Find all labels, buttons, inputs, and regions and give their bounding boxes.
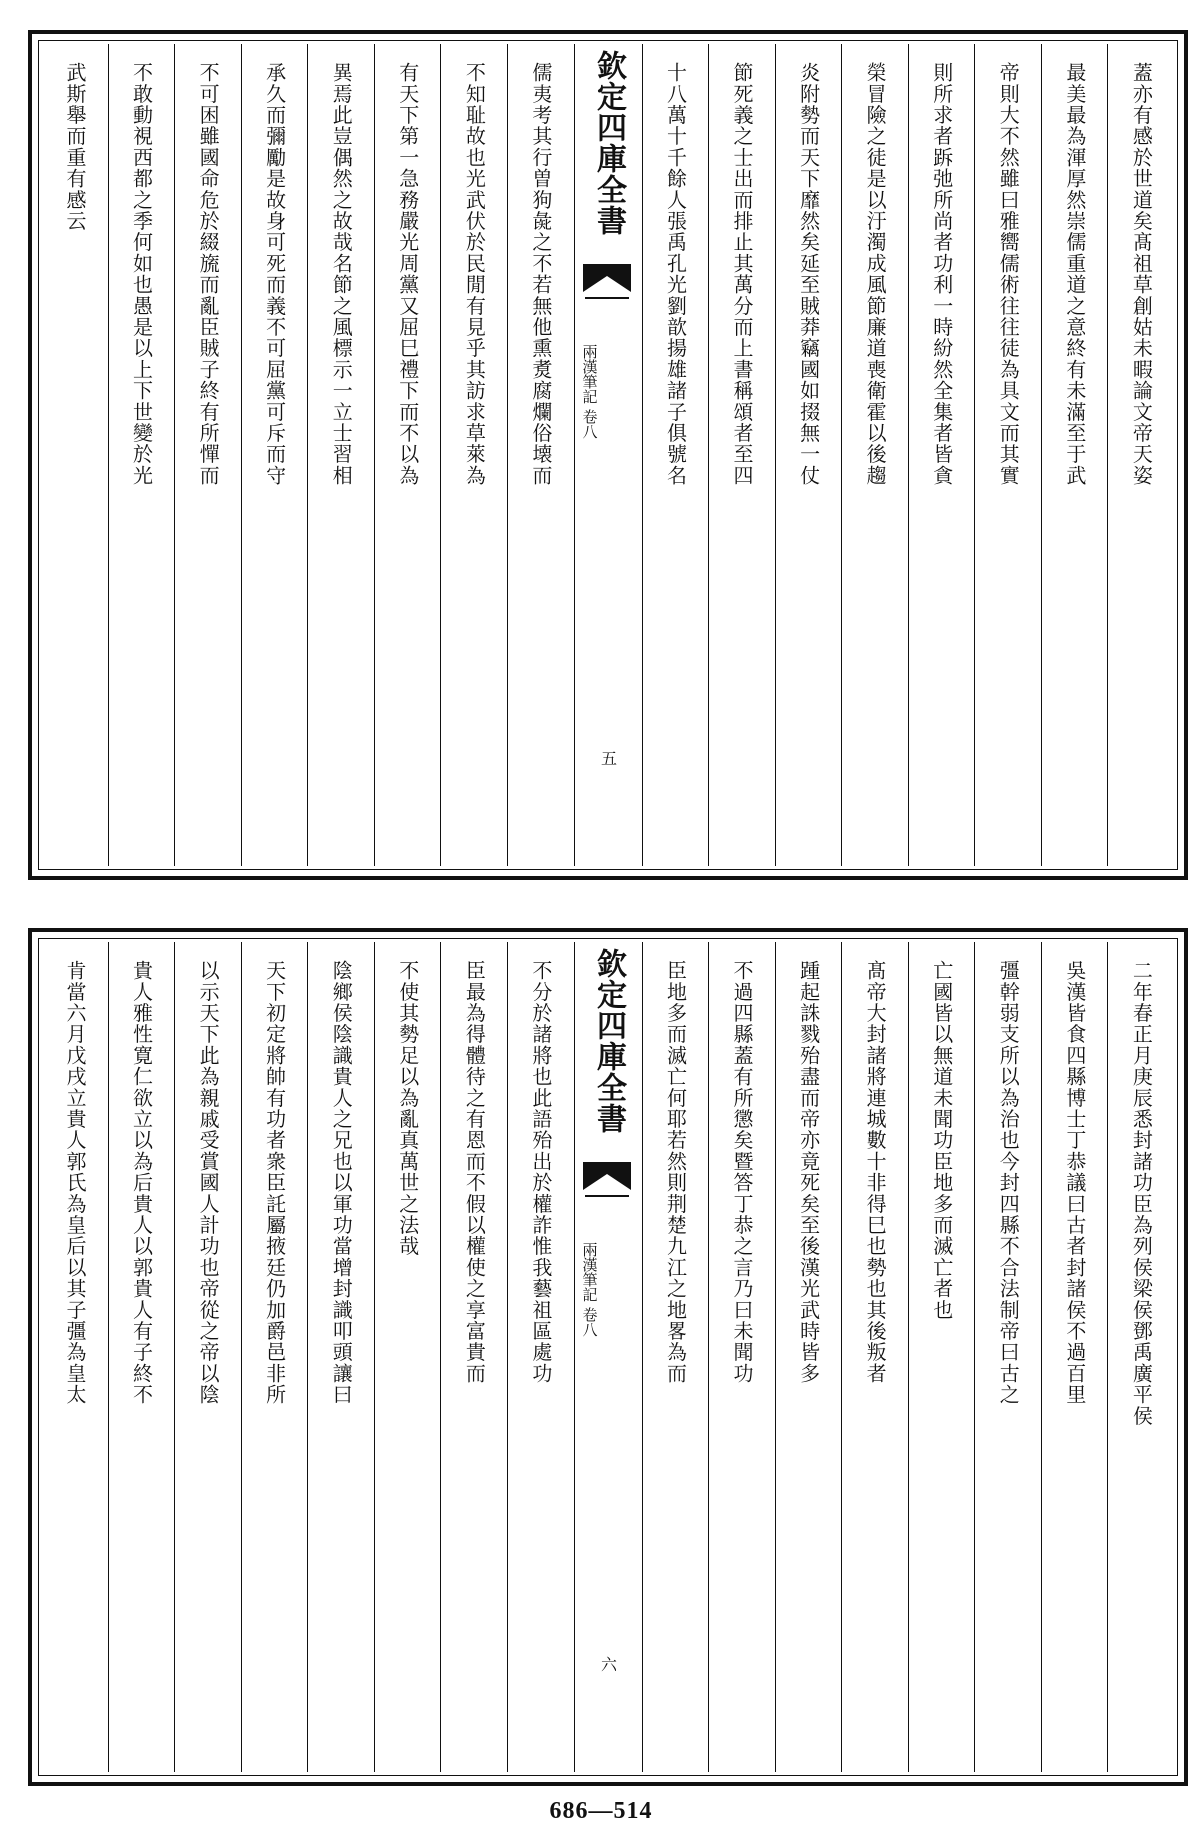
text-column: [174, 942, 241, 1772]
text-column: [307, 44, 374, 866]
text-column: [108, 44, 175, 866]
column-text: 亡國皆以無道未聞功臣地多而滅亡者也: [929, 960, 954, 1321]
column-text: 承久而彌勵是故身可死而義不可屈黨可斥而守: [262, 62, 287, 486]
text-column: [374, 44, 441, 866]
text-column: [241, 942, 308, 1772]
text-column: [708, 44, 775, 866]
column-text: 踵起誅戮殆盡而帝亦竟死矣至後漢光武時皆多: [796, 960, 821, 1384]
text-column: [908, 942, 975, 1772]
text-column: [507, 942, 574, 1772]
text-column: [307, 942, 374, 1772]
column-text: 節死義之士出而排止其萬分而上書稱頌者至四: [730, 62, 755, 486]
text-column: [841, 942, 908, 1772]
column-text: 以示天下此為親戚受賞國人計功也帝從之帝以陰: [196, 960, 221, 1406]
lower-columns: [42, 942, 1174, 1772]
column-text: 最美最為渾厚然崇儒重道之意終有未滿至于武: [1062, 62, 1087, 486]
column-text: 則所求者跅弛所尚者功利一時紛然全集者皆貪: [929, 62, 954, 486]
text-column: [908, 44, 975, 866]
book-title: 欽定四庫全書: [591, 50, 626, 236]
text-column: [775, 44, 842, 866]
column-text: 貴人雅性寛仁欲立以為后貴人以郭貴人有子終不: [129, 960, 154, 1406]
column-text: 彊幹弱支所以為治也今封四縣不合法制帝曰古之: [996, 960, 1021, 1406]
page-number: 686—514: [549, 1798, 653, 1824]
text-column: [974, 44, 1041, 866]
upper-page: [28, 30, 1188, 880]
text-column: [974, 942, 1041, 1772]
column-text: 臣最為得體待之有恩而不假以權使之享富貴而: [462, 960, 487, 1384]
text-column: [374, 942, 441, 1772]
column-text: 不可困雖國命危於綴旒而亂臣賊子終有所憚而: [196, 62, 221, 486]
column-text: 榮冒險之徒是以汙濁成風節廉道喪衛霍以後趨: [863, 62, 888, 486]
column-text: 十八萬十千餘人張禹孔光劉歆揚雄諸子俱號名: [663, 62, 688, 486]
column-text: 儒夷考其行曽狗彘之不若無他熏煑腐爛俗壊而: [528, 62, 553, 486]
column-text: 帝則大不然雖曰雅嚮儒術往往徒為具文而其實: [996, 62, 1021, 486]
text-column: [42, 942, 108, 1772]
column-text: 肯當六月戊戌立貴人郭氏為皇后以其子彊為皇太: [62, 960, 87, 1406]
text-column: [440, 44, 507, 866]
text-column: [1041, 44, 1108, 866]
center-fold: [574, 942, 642, 1772]
column-text: 蓋亦有感於世道矣髙祖草創姑未暇論文帝天姿: [1129, 62, 1154, 486]
column-text: 有天下第一急務嚴光周黨又屈巳禮下而不以為: [395, 62, 420, 486]
upper-columns: [42, 44, 1174, 866]
column-text: 天下初定將帥有功者衆臣託屬掖廷仍加爵邑非所: [262, 960, 287, 1406]
text-column: [1041, 942, 1108, 1772]
column-text: 臣地多而滅亡何耶若然則荆楚九江之地畧為而: [663, 960, 688, 1384]
text-column: [708, 942, 775, 1772]
column-text: 不知耻故也光武伏於民閒有見乎其訪求草萊為: [462, 62, 487, 486]
lower-page: [28, 928, 1188, 1786]
text-column: [642, 44, 709, 866]
text-column: [841, 44, 908, 866]
volume-label: 兩漢筆記 卷八: [580, 344, 599, 439]
column-text: 炎附勢而天下靡然矣延至賊莽竊國如掇無一仗: [796, 62, 821, 486]
text-column: [42, 44, 108, 866]
leaf-number: 五: [598, 750, 618, 766]
volume-label: 兩漢筆記 卷八: [580, 1242, 599, 1337]
text-column: [1107, 44, 1174, 866]
text-column: [108, 942, 175, 1772]
column-text: 髙帝大封諸將連城數十非得巳也勢也其後叛者: [863, 960, 888, 1384]
text-column: [174, 44, 241, 866]
column-text: 武斯舉而重有感云: [62, 62, 87, 232]
column-text: 不過四縣蓋有所懲矣暨答丁恭之言乃曰未聞功: [730, 960, 755, 1384]
book-title: 欽定四庫全書: [591, 948, 626, 1134]
column-text: 陰鄉侯陰識貴人之兄也以軍功當增封識叩頭讓曰: [329, 960, 354, 1406]
column-text: 二年春正月庚辰悉封諸功臣為列侯梁侯鄧禹廣平侯: [1129, 960, 1154, 1427]
text-column: [440, 942, 507, 1772]
text-column: [241, 44, 308, 866]
text-column: [642, 942, 709, 1772]
text-column: [1107, 942, 1174, 1772]
column-text: 不使其勢足以為亂真萬世之法哉: [395, 960, 420, 1257]
fish-tail-mark-icon: [581, 1160, 633, 1200]
center-fold: [574, 44, 642, 866]
column-text: 不分於諸將也此語殆出於權詐惟我藝祖區處功: [528, 960, 553, 1384]
fish-tail-mark-icon: [581, 262, 633, 302]
column-text: 異焉此豈偶然之故哉名節之風標示一立士習相: [329, 62, 354, 486]
text-column: [775, 942, 842, 1772]
text-column: [507, 44, 574, 866]
column-text: 不敢動視西都之季何如也愚是以上下世變於光: [129, 62, 154, 486]
column-text: 吳漢皆食四縣博士丁恭議曰古者封諸侯不過百里: [1062, 960, 1087, 1406]
leaf-number: 六: [598, 1656, 618, 1672]
